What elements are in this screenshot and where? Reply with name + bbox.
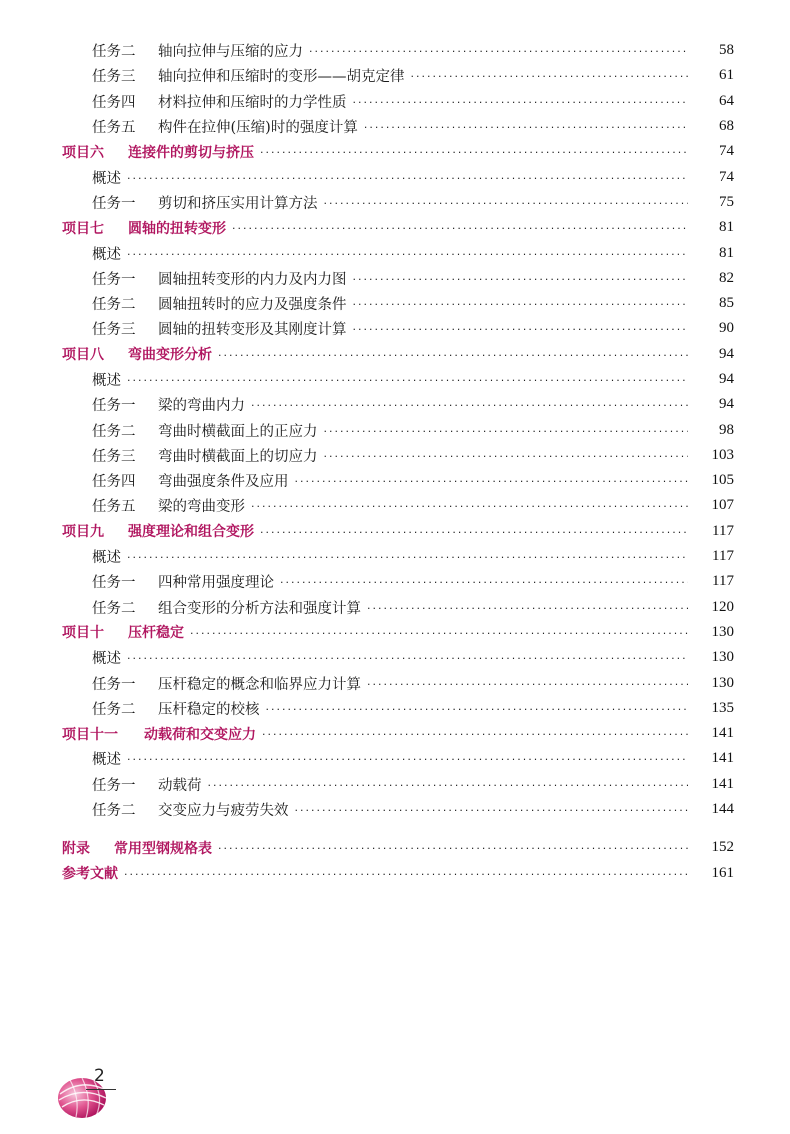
toc-page-number: 135 [711,699,734,716]
toc-page-number: 81 [719,219,734,236]
toc-entry-label [92,774,202,795]
toc-overview-entry[interactable] [0,367,790,392]
dot-leader [411,71,689,82]
toc-entry-label [92,318,347,339]
dot-leader [295,476,689,487]
toc-entry-number: 任务三 [92,69,136,86]
toc-project-entry[interactable] [0,139,790,164]
toc-page-number: 82 [719,269,734,286]
toc-entry-label [92,546,121,567]
toc-entry-title: 弯曲时横截面上的切应力 [158,448,318,465]
dot-leader [309,46,688,57]
toc-page-number: 61 [719,67,734,84]
dot-leader [367,603,688,614]
toc-entry-number: 附录 [62,840,90,857]
toc-entry-number: 概述 [92,651,121,668]
dot-leader [295,805,689,816]
toc-overview-entry[interactable] [0,746,790,771]
toc-entry-title: 圆轴的扭转变形 [128,220,226,237]
toc-entry-title: 轴向拉伸和压缩时的变形——胡克定律 [158,69,405,86]
toc-appendix-entry[interactable] [0,861,790,886]
toc-page-number: 81 [719,244,734,261]
toc-task-entry[interactable] [0,291,790,316]
dot-leader [367,679,688,690]
page-number: 2 [94,1066,105,1086]
toc-entry-number: 项目八 [62,347,104,364]
dot-leader [364,122,688,133]
toc-page-number: 68 [719,118,734,135]
toc-entry-label [92,647,121,668]
toc-task-entry[interactable] [0,316,790,341]
toc-overview-entry[interactable] [0,240,790,265]
toc-page-number: 141 [711,725,734,742]
dot-leader [266,704,689,715]
toc-entry-number: 任务四 [92,94,136,111]
toc-entry-label [92,394,245,415]
dot-leader [251,400,688,411]
dot-leader [324,198,689,209]
toc-entry-label [92,369,121,390]
toc-entry-title: 材料拉伸和压缩时的力学性质 [158,94,347,111]
toc-entry-number: 任务五 [92,120,136,137]
dot-leader [127,375,688,386]
toc-entry-label [92,40,303,61]
toc-entry-number: 项目十一 [62,726,118,743]
toc-entry-number: 项目十 [62,625,104,642]
toc-page-number: 161 [711,864,734,881]
toc-project-entry[interactable] [0,519,790,544]
toc-entry-title: 剪切和挤压实用计算方法 [158,195,318,212]
toc-entry-number: 任务一 [92,271,136,288]
toc-overview-entry[interactable] [0,645,790,670]
toc-page-number: 117 [712,548,734,565]
toc-project-entry[interactable] [0,342,790,367]
dot-leader [324,451,689,462]
dot-leader [127,653,688,664]
toc-entry-title: 弯曲强度条件及应用 [158,474,289,491]
toc-page-number: 141 [711,750,734,767]
toc-entry-title: 压杆稳定的校核 [158,701,260,718]
toc-entry-number: 概述 [92,246,121,263]
dot-leader [324,426,689,437]
toc-page-number: 130 [711,674,734,691]
toc-entry-title: 动载荷 [158,777,202,794]
toc-entry-label [92,495,245,516]
toc-entry-label [62,218,226,238]
toc-entry-title: 压杆稳定的概念和临界应力计算 [158,676,361,693]
footer-rule [86,1089,116,1090]
dot-leader [353,324,689,335]
toc-overview-entry[interactable] [0,164,790,189]
toc-page-number: 117 [712,522,734,539]
toc-entry-label [92,91,347,112]
dot-leader [190,628,688,639]
toc-entry-title: 常用型钢规格表 [114,840,212,857]
toc-entry-number: 任务五 [92,499,136,516]
toc-entry-title: 四种常用强度理论 [158,575,274,592]
toc-task-entry[interactable] [0,569,790,594]
toc-entry-label [92,268,347,289]
toc-entry-number: 任务一 [92,195,136,212]
toc-entry-label [92,571,274,592]
toc-task-entry[interactable] [0,772,790,797]
dot-leader [127,173,688,184]
toc-entry-number: 任务一 [92,398,136,415]
toc-entry-number: 概述 [92,170,121,187]
toc-entry-label [62,863,118,883]
toc-entry-label [92,748,121,769]
dot-leader [260,147,688,158]
toc-entry-label [62,838,212,858]
toc-entry-label [92,167,121,188]
toc-page-number: 58 [719,42,734,59]
toc-page-number: 130 [711,623,734,640]
dot-leader [353,299,689,310]
toc-entry-title: 构件在拉伸(压缩)时的强度计算 [158,120,358,137]
toc-entry-number: 任务一 [92,676,136,693]
dot-leader [124,869,688,880]
toc-entry-number: 项目九 [62,524,104,541]
toc-page-number: 105 [711,472,734,489]
toc-entry-label [62,724,256,744]
toc-entry-label [92,673,361,694]
toc-entry-label [62,521,254,541]
toc-entry-label [92,597,361,618]
toc-page-number: 74 [719,143,734,160]
dot-leader [127,249,688,260]
dot-leader [218,843,688,854]
toc-entry-number: 项目六 [62,144,104,161]
dot-leader [208,780,689,791]
toc-entry-label [92,293,347,314]
toc-entry-title: 梁的弯曲变形 [158,499,245,516]
toc-entry-number: 概述 [92,752,121,769]
toc-entry-number: 任务二 [92,803,136,820]
toc-entry-label [92,445,318,466]
toc-entry-title: 强度理论和组合变形 [128,524,254,541]
toc-task-entry[interactable] [0,190,790,215]
toc-task-entry[interactable] [0,266,790,291]
dot-leader [280,577,688,588]
toc-task-entry[interactable] [0,670,790,695]
toc-entry-number: 任务三 [92,448,136,465]
dot-leader [251,501,688,512]
toc-project-entry[interactable] [0,620,790,645]
dot-leader [353,97,689,108]
toc-entry-title: 连接件的剪切与挤压 [128,144,254,161]
toc-entry-label [92,243,121,264]
toc-page-number: 152 [711,839,734,856]
toc-entry-title: 圆轴扭转时的应力及强度条件 [158,297,347,314]
toc-entry-label [92,420,318,441]
toc-task-entry[interactable] [0,595,790,620]
toc-entry-number: 概述 [92,373,121,389]
toc-entry-label [92,65,405,86]
toc-entry-number: 参考文献 [62,866,118,883]
toc-entry-title: 弯曲时横截面上的正应力 [158,423,318,440]
toc-entry-label [92,192,318,213]
toc-task-entry[interactable] [0,63,790,88]
toc-page-number: 74 [719,168,734,185]
dot-leader [218,350,688,361]
toc-page-number: 90 [719,320,734,337]
toc-entry-number: 任务二 [92,44,136,61]
toc-entry-number: 任务三 [92,322,136,339]
toc-page-number: 120 [711,598,734,615]
toc-project-entry[interactable] [0,215,790,240]
toc-page-number: 103 [711,446,734,463]
toc-entry-label [92,698,260,719]
toc-task-entry[interactable] [0,696,790,721]
toc-entry-number: 任务一 [92,575,136,592]
toc-entry-number: 任务二 [92,423,136,440]
toc-task-entry[interactable] [0,468,790,493]
toc-task-entry[interactable] [0,89,790,114]
toc-page-number: 94 [719,371,734,387]
toc-entry-title: 梁的弯曲内力 [158,398,245,415]
toc-page-number: 85 [719,295,734,312]
toc-entry-number: 任务二 [92,297,136,314]
toc-entry-label [62,344,212,364]
toc-task-entry[interactable] [0,392,790,417]
toc-entry-label [92,470,289,491]
toc-task-entry[interactable] [0,38,790,63]
dot-leader [127,552,688,563]
dot-leader [260,527,688,538]
toc-page-number: 107 [711,497,734,514]
toc-project-entry[interactable] [0,721,790,746]
toc-task-entry[interactable] [0,417,790,442]
toc-page-number: 75 [719,193,734,210]
toc-page-number: 117 [712,573,734,590]
toc-page-number: 94 [719,345,734,362]
toc-entry-title: 圆轴扭转变形的内力及内力图 [158,271,347,288]
toc-page-number: 141 [711,775,734,792]
toc-overview-entry[interactable] [0,544,790,569]
toc-entry-title: 交变应力与疲劳失效 [158,803,289,820]
toc-appendix-entry[interactable] [0,835,790,860]
toc-entry-title: 组合变形的分析方法和强度计算 [158,600,361,617]
toc-entry-label [92,116,358,137]
toc-entry-title: 圆轴的扭转变形及其刚度计算 [158,322,347,339]
toc-entry-title: 轴向拉伸与压缩的应力 [158,44,303,61]
toc-entry-number: 任务四 [92,474,136,491]
toc-task-entry[interactable] [0,493,790,518]
toc-entry-label [62,622,184,642]
toc-task-entry[interactable] [0,443,790,468]
toc-entry-number: 任务二 [92,701,136,718]
toc-entry-title: 动载荷和交变应力 [144,726,256,743]
toc-page-number: 144 [711,801,734,818]
dot-leader [353,274,689,285]
dot-leader [232,223,688,234]
toc-task-entry[interactable] [0,114,790,139]
toc-entry-label [92,799,289,820]
dot-leader [262,729,688,740]
toc-page-number: 98 [719,421,734,438]
toc-entry-number: 概述 [92,550,121,567]
toc-entry-label [62,142,254,162]
toc-page-number: 130 [711,649,734,666]
toc-page-number: 64 [719,92,734,109]
toc-entry-title: 压杆稳定 [128,625,184,642]
toc-entry-number: 任务二 [92,600,136,617]
toc-page-number: 94 [719,396,734,413]
toc-entry-number: 项目七 [62,220,104,237]
toc-entry-number: 任务一 [92,777,136,794]
table-of-contents [0,38,790,886]
toc-entry-title: 弯曲变形分析 [128,347,212,364]
toc-task-entry[interactable] [0,797,790,822]
dot-leader [127,754,688,765]
